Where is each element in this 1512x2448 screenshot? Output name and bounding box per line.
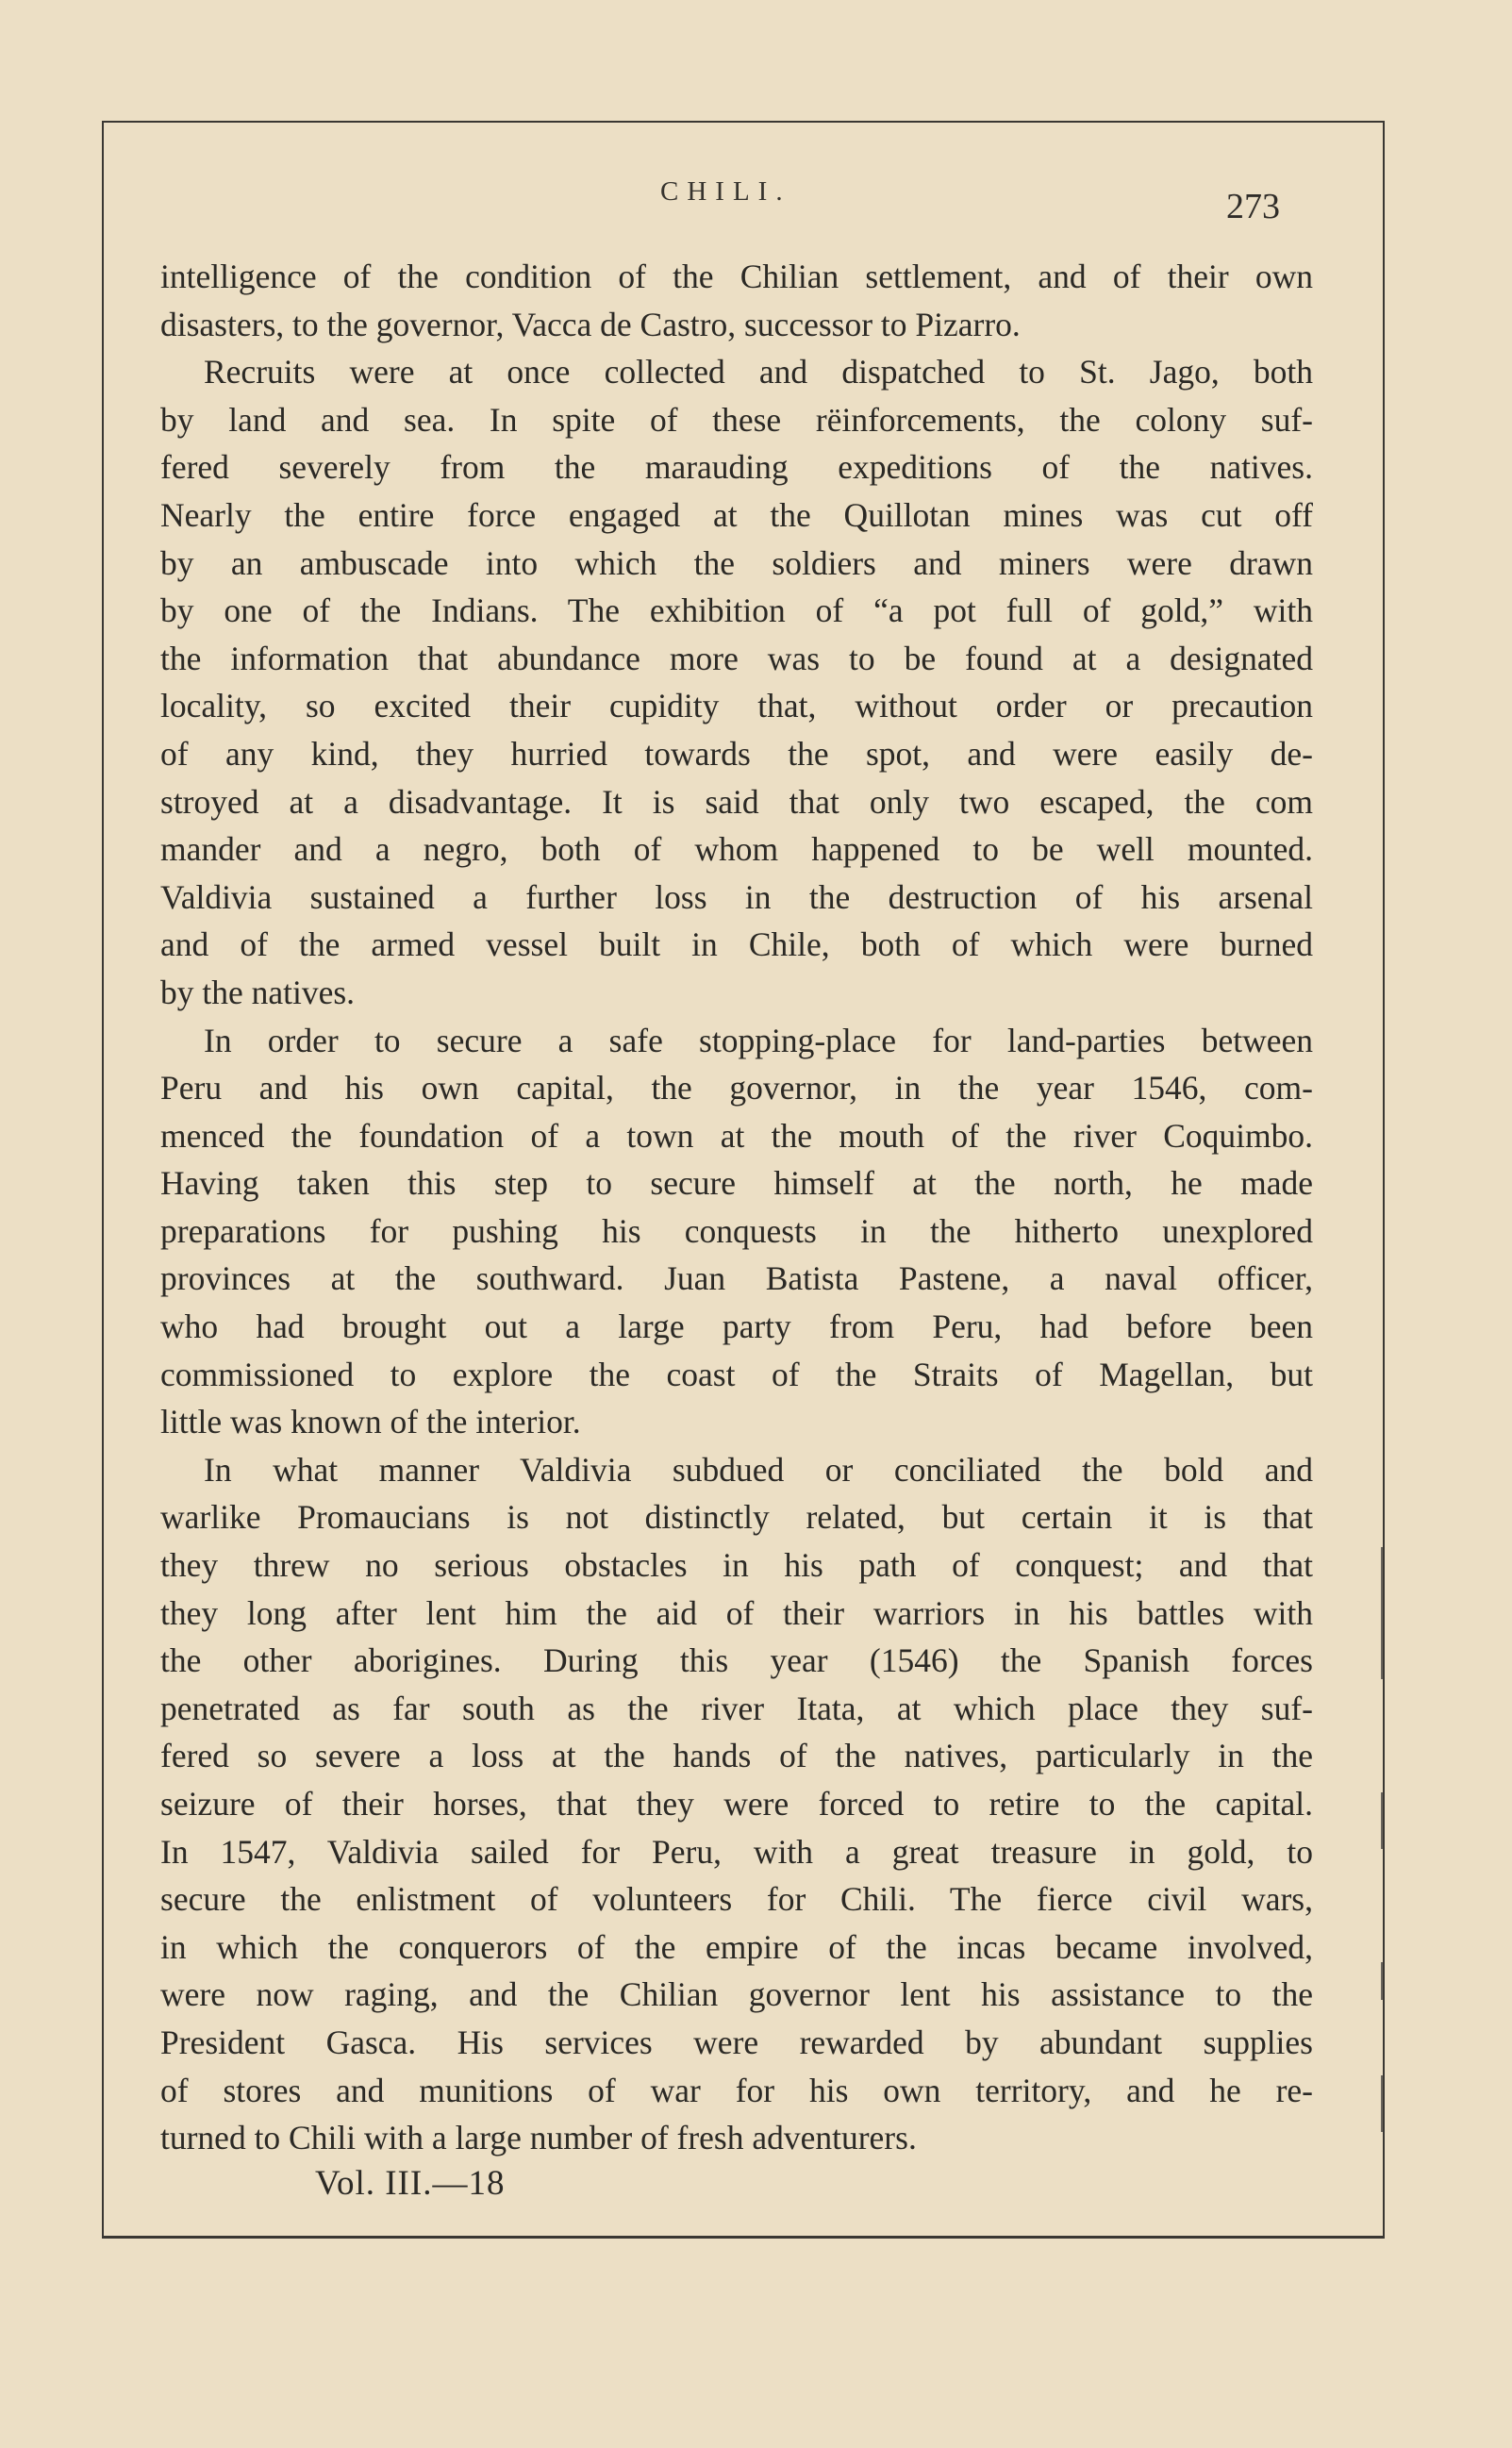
text-line: the information that abundance more was to be found at a designated: [160, 639, 1313, 677]
text-line: Recruits were at once collected and dispatched to St. Jago, both: [204, 353, 1313, 391]
text-line: in which the conquerors of the empire of the incas became involved,: [160, 1927, 1313, 1966]
text-line: warlike Promaucians is not distinctly related, but certain it is that: [160, 1498, 1313, 1537]
text-line: fered severely from the marauding expeditions of the natives.: [160, 448, 1313, 487]
text-line: Having taken this step to secure himself at the north, he made: [160, 1164, 1313, 1203]
text-line: of stores and munitions of war for his own territory, and he re-: [160, 2071, 1313, 2109]
text-line: President Gasca. His services were rewarded by abundant supplies: [160, 2023, 1313, 2061]
text-line: by one of the Indians. The exhibition of “a pot full of gold,” with: [160, 591, 1313, 630]
text-line: commissioned to explore the coast of the Straits of Magellan, but: [160, 1355, 1313, 1393]
text-line: mander and a negro, both of whom happened to be well mounted.: [160, 830, 1313, 869]
text-body: [160, 253, 1313, 2162]
text-line: In order to secure a safe stopping-place for land-parties between: [204, 1021, 1313, 1059]
text-line: of any kind, they hurried towards the spot, and were easily de-: [160, 734, 1313, 773]
text-line: penetrated as far south as the river Itata, at which place they suf-: [160, 1689, 1313, 1727]
text-line: were now raging, and the Chilian governor lent his assistance to the: [160, 1975, 1313, 2014]
section-title: CHILI.: [660, 176, 791, 207]
text-line: Nearly the entire force engaged at the Quillotan mines was cut off: [160, 495, 1313, 534]
text-line: fered so severe a loss at the hands of the natives, particularly in the: [160, 1737, 1313, 1775]
text-line: preparations for pushing his conquests in the hitherto unexplored: [160, 1211, 1313, 1250]
text-line: by the natives.: [160, 973, 356, 1011]
margin-rule-2: [1381, 1792, 1383, 1849]
text-line: provinces at the southward. Juan Batista Pastene, a naval officer,: [160, 1259, 1313, 1298]
text-line: by land and sea. In spite of these rëinforcements, the colony suf-: [160, 400, 1313, 439]
text-line: they long after lent him the aid of their warriors in his battles with: [160, 1593, 1313, 1632]
text-line: and of the armed vessel built in Chile, both of which were burned: [160, 925, 1313, 964]
text-line: turned to Chili with a large number of fresh adventurers.: [160, 2119, 917, 2157]
text-line: stroyed at a disadvantage. It is said that only two escaped, the com: [160, 782, 1313, 821]
margin-rule-1: [1381, 1547, 1383, 1679]
text-line: little was known of the interior.: [160, 1403, 581, 1441]
text-line: seizure of their horses, that they were forced to retire to the capital.: [160, 1785, 1313, 1823]
text-line: who had brought out a large party from Peru, had before been: [160, 1307, 1313, 1346]
text-line: by an ambuscade into which the soldiers and miners were drawn: [160, 543, 1313, 582]
text-line: they threw no serious obstacles in his path of conquest; and that: [160, 1546, 1313, 1585]
text-line: secure the enlistment of volunteers for Chili. The fierce civil wars,: [160, 1880, 1313, 1919]
text-line: menced the foundation of a town at the mouth of the river Coquimbo.: [160, 1116, 1313, 1155]
text-line: Valdivia sustained a further loss in the destruction of his arsenal: [160, 877, 1313, 916]
margin-rule-3: [1381, 1962, 1383, 2000]
text-line: In what manner Valdivia subdued or conciliated the bold and: [204, 1450, 1313, 1489]
page-number: 273: [1226, 187, 1280, 226]
text-line: locality, so excited their cupidity that, without order or precaution: [160, 687, 1313, 725]
text-line: the other aborigines. During this year (1546) the Spanish forces: [160, 1641, 1313, 1680]
signature-mark: Vol. III.—18: [315, 2164, 506, 2203]
text-line: Peru and his own capital, the governor, in the year 1546, com-: [160, 1069, 1313, 1107]
text-line: intelligence of the condition of the Chilian settlement, and of their own: [160, 258, 1313, 295]
text-line: In 1547, Valdivia sailed for Peru, with a great treasure in gold, to: [160, 1832, 1313, 1871]
margin-rule-4: [1381, 2075, 1383, 2132]
running-head: [0, 176, 1512, 226]
text-line: disasters, to the governor, Vacca de Castro, successor to Pizarro.: [160, 305, 1021, 343]
